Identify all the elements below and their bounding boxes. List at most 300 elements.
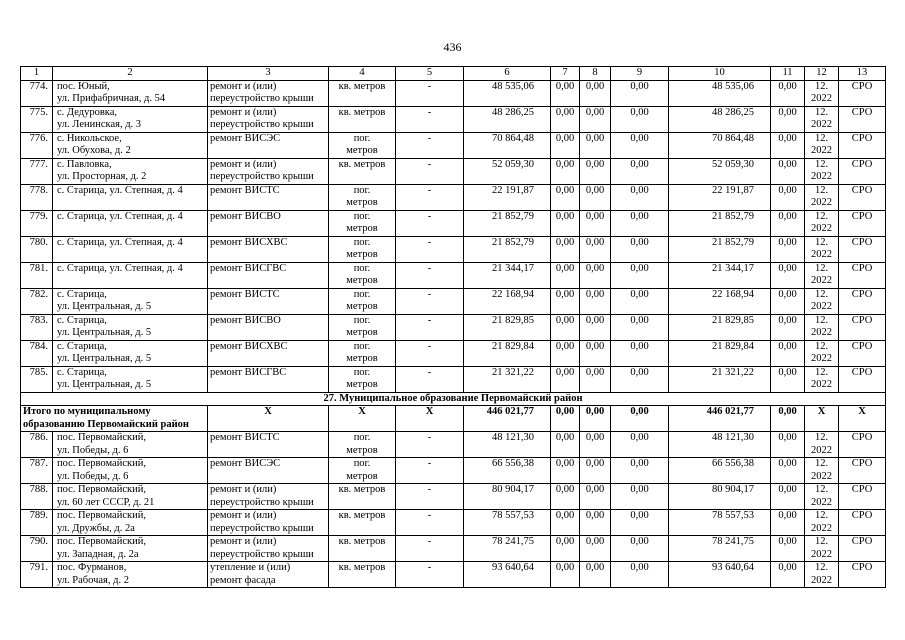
- address-cell: [53, 484, 208, 510]
- fund-regional-cell: [580, 432, 611, 458]
- work-type-line: ремонт ВИСЭС: [210, 458, 281, 469]
- cost-value: 70 864,48: [492, 132, 534, 144]
- fund-value: 0,00: [778, 510, 797, 521]
- work-type-cell: [208, 562, 329, 588]
- table-row: [21, 458, 886, 484]
- fund-local-cell: [611, 106, 669, 132]
- fund-value: 0,00: [630, 288, 649, 300]
- deadline-month: 12.: [814, 562, 829, 573]
- total-label-line: Итого по муниципальному: [23, 406, 151, 417]
- fund-other-cell: [771, 158, 805, 184]
- method-value: СРО: [851, 158, 873, 170]
- total-label-cell: [21, 406, 208, 432]
- table-row: [21, 314, 886, 340]
- address-line: с. Никольское,: [57, 132, 122, 144]
- method-cell: [839, 340, 886, 366]
- volume-cell: [396, 80, 464, 106]
- column-number-cell: [839, 67, 886, 81]
- cost-value: 48 286,25: [492, 106, 534, 118]
- unit-line: метров: [346, 145, 378, 156]
- deadline-cell: [805, 106, 839, 132]
- method-value: СРО: [851, 288, 873, 300]
- address-cell: [53, 458, 208, 484]
- column-number-cell: [611, 67, 669, 81]
- fund-regional-cell: [580, 210, 611, 236]
- address-line: ул. Центральная, д. 5: [57, 353, 152, 364]
- work-type-cell: [208, 432, 329, 458]
- work-type-line: переустройство крыши: [210, 548, 314, 560]
- unit-line: метров: [346, 301, 378, 312]
- cost-value: 21 852,79: [492, 236, 534, 248]
- fund-regional-cell: [580, 236, 611, 262]
- total-value: Х: [264, 406, 272, 417]
- cost-value: 48 121,30: [492, 432, 534, 443]
- deadline-year: 2022: [811, 574, 832, 586]
- address-cell: [53, 106, 208, 132]
- column-number-cell: [329, 67, 396, 81]
- fund-federal-cell: [551, 562, 580, 588]
- volume-value: -: [427, 106, 432, 118]
- row-number-cell: [21, 132, 53, 158]
- fund-federal-cell: [551, 132, 580, 158]
- fund-value: 0,00: [585, 288, 605, 300]
- address-cell: [53, 340, 208, 366]
- column-number-cell: [21, 67, 53, 81]
- fund-value: 0,00: [630, 366, 649, 378]
- fund-federal-cell: [551, 340, 580, 366]
- fund-local-cell: [611, 236, 669, 262]
- fund-local-cell: [611, 536, 669, 562]
- row-number: 787.: [29, 458, 48, 469]
- fund-owners-cell: [669, 158, 771, 184]
- column-number: 8: [592, 67, 598, 78]
- deadline-year: 2022: [811, 379, 832, 390]
- address-cell: [53, 562, 208, 588]
- fund-value: 21 852,79: [712, 236, 754, 248]
- unit-line: пог.: [353, 132, 371, 144]
- deadline-year: 2022: [811, 444, 832, 456]
- address-line: ул. 60 лет СССР, д. 21: [57, 496, 155, 508]
- fund-local-cell: [611, 158, 669, 184]
- fund-federal-cell: [551, 184, 580, 210]
- cost-cell: [464, 132, 551, 158]
- section-title-row: [21, 392, 886, 406]
- fund-regional-cell: [580, 314, 611, 340]
- unit-line: метров: [346, 379, 378, 390]
- deadline-year: 2022: [811, 171, 832, 182]
- work-type-line: ремонт ВИСТС: [210, 432, 280, 443]
- deadline-month: 12.: [814, 288, 829, 300]
- address-cell: [53, 432, 208, 458]
- fund-value: 0,00: [778, 484, 797, 495]
- volume-value: -: [427, 80, 432, 92]
- method-value: СРО: [851, 236, 873, 248]
- fund-regional-cell: [580, 484, 611, 510]
- fund-regional-cell: [580, 262, 611, 288]
- unit-cell: [329, 106, 396, 132]
- deadline-year: 2022: [811, 249, 832, 260]
- deadline-month: 12.: [814, 432, 829, 443]
- unit-line: метров: [346, 275, 378, 286]
- volume-value: -: [427, 288, 432, 300]
- row-number: 780.: [29, 236, 48, 248]
- work-type-line: ремонт и (или): [210, 536, 277, 547]
- column-number: 1: [33, 67, 40, 78]
- cost-cell: [464, 366, 551, 392]
- unit-line: пог.: [353, 184, 371, 196]
- deadline-cell: [805, 432, 839, 458]
- volume-value: -: [427, 484, 432, 495]
- work-type-line: переустройство крыши: [210, 119, 314, 130]
- unit-line: метров: [346, 444, 378, 456]
- fund-value: 21 829,84: [712, 340, 754, 352]
- total-cost-cell: [464, 406, 551, 432]
- row-number-cell: [21, 340, 53, 366]
- cost-value: 21 829,84: [492, 340, 534, 352]
- fund-value: 93 640,64: [712, 562, 754, 573]
- unit-line: кв. метров: [338, 562, 386, 573]
- row-number-cell: [21, 210, 53, 236]
- fund-local-cell: [611, 562, 669, 588]
- work-type-line: ремонт и (или): [210, 484, 277, 495]
- volume-cell: [396, 366, 464, 392]
- fund-owners-cell: [669, 340, 771, 366]
- fund-value: 0,00: [778, 536, 797, 547]
- table-row: [21, 158, 886, 184]
- column-number: 9: [636, 67, 643, 78]
- fund-value: 0,00: [585, 262, 605, 274]
- column-number: 11: [782, 67, 793, 78]
- total-cell: [611, 406, 669, 432]
- method-cell: [839, 510, 886, 536]
- fund-other-cell: [771, 484, 805, 510]
- unit-cell: [329, 536, 396, 562]
- total-cell: [805, 406, 839, 432]
- row-number-cell: [21, 184, 53, 210]
- unit-cell: [329, 80, 396, 106]
- column-number-cell: [53, 67, 208, 81]
- deadline-cell: [805, 80, 839, 106]
- fund-local-cell: [611, 458, 669, 484]
- unit-cell: [329, 340, 396, 366]
- fund-value: 0,00: [630, 536, 649, 547]
- address-cell: [53, 132, 208, 158]
- method-value: СРО: [851, 210, 873, 222]
- fund-owners-cell: [669, 106, 771, 132]
- cost-cell: [464, 536, 551, 562]
- fund-local-cell: [611, 510, 669, 536]
- fund-owners-cell: [669, 562, 771, 588]
- fund-value: 0,00: [630, 562, 649, 573]
- fund-local-cell: [611, 340, 669, 366]
- address-line: ул. Просторная, д. 2: [57, 171, 147, 182]
- deadline-cell: [805, 236, 839, 262]
- fund-other-cell: [771, 262, 805, 288]
- volume-value: -: [427, 158, 432, 170]
- address-cell: [53, 510, 208, 536]
- fund-federal-cell: [551, 210, 580, 236]
- cost-cell: [464, 210, 551, 236]
- deadline-cell: [805, 510, 839, 536]
- column-number-cell: [805, 67, 839, 81]
- work-type-cell: [208, 210, 329, 236]
- unit-line: кв. метров: [338, 510, 386, 521]
- work-type-line: ремонт ВИСВО: [210, 314, 281, 326]
- fund-owners-cell: [669, 288, 771, 314]
- unit-cell: [329, 132, 396, 158]
- column-number-cell: [208, 67, 329, 81]
- fund-federal-cell: [551, 80, 580, 106]
- section-title-cell: [21, 392, 886, 406]
- deadline-cell: [805, 158, 839, 184]
- volume-value: -: [427, 132, 432, 144]
- unit-cell: [329, 510, 396, 536]
- volume-value: -: [427, 458, 432, 469]
- column-number: 12: [816, 67, 827, 78]
- work-type-cell: [208, 314, 329, 340]
- table-row: [21, 340, 886, 366]
- method-value: СРО: [851, 432, 873, 443]
- row-number: 779.: [29, 210, 48, 222]
- row-number: 781.: [29, 262, 48, 274]
- row-number: 790.: [29, 536, 48, 547]
- fund-regional-cell: [580, 158, 611, 184]
- deadline-year: 2022: [811, 470, 832, 482]
- fund-value: 0,00: [778, 236, 797, 248]
- work-type-line: ремонт ВИСГВС: [210, 262, 287, 274]
- fund-owners-cell: [669, 236, 771, 262]
- work-type-cell: [208, 510, 329, 536]
- volume-cell: [396, 210, 464, 236]
- fund-local-cell: [611, 366, 669, 392]
- row-number-cell: [21, 366, 53, 392]
- method-value: СРО: [851, 80, 873, 92]
- total-value: 446 021,77: [486, 406, 534, 417]
- deadline-month: 12.: [814, 132, 829, 144]
- unit-cell: [329, 432, 396, 458]
- address-line: пос. Юный,: [57, 80, 110, 92]
- fund-regional-cell: [580, 340, 611, 366]
- address-line: ул. Центральная, д. 5: [57, 301, 152, 312]
- address-line: ул. Ленинская, д. 3: [57, 119, 142, 130]
- unit-cell: [329, 458, 396, 484]
- address-line: ул. Обухова, д. 2: [57, 145, 131, 156]
- method-cell: [839, 314, 886, 340]
- work-type-line: переустройство крыши: [210, 522, 314, 534]
- volume-value: -: [427, 184, 432, 196]
- work-type-line: ремонт ВИСТС: [210, 184, 280, 196]
- cost-value: 21 321,22: [492, 366, 534, 378]
- address-cell: [53, 314, 208, 340]
- volume-cell: [396, 262, 464, 288]
- fund-value: 0,00: [630, 210, 649, 222]
- work-type-line: ремонт и (или): [210, 158, 277, 170]
- row-number-cell: [21, 562, 53, 588]
- deadline-cell: [805, 484, 839, 510]
- fund-federal-cell: [551, 366, 580, 392]
- work-type-cell: [208, 262, 329, 288]
- table-row: [21, 236, 886, 262]
- fund-other-cell: [771, 432, 805, 458]
- deadline-cell: [805, 340, 839, 366]
- table-row: [21, 106, 886, 132]
- unit-line: кв. метров: [338, 80, 386, 92]
- fund-value: 0,00: [630, 262, 649, 274]
- fund-federal-cell: [551, 484, 580, 510]
- fund-value: 0,00: [630, 510, 649, 521]
- work-type-line: утепление и (или): [210, 562, 291, 573]
- column-number: 3: [265, 67, 271, 78]
- cost-value: 48 535,06: [492, 80, 534, 92]
- fund-value: 21 852,79: [712, 210, 754, 222]
- volume-value: -: [427, 236, 432, 248]
- row-number-cell: [21, 314, 53, 340]
- work-type-line: ремонт и (или): [210, 106, 277, 118]
- total-row: [21, 406, 886, 432]
- unit-cell: [329, 288, 396, 314]
- fund-local-cell: [611, 80, 669, 106]
- address-line: пос. Фурманов,: [57, 562, 127, 573]
- deadline-month: 12.: [814, 184, 829, 196]
- unit-line: пог.: [353, 314, 371, 326]
- unit-line: пог.: [353, 366, 371, 378]
- volume-value: -: [427, 366, 432, 378]
- volume-cell: [396, 340, 464, 366]
- deadline-cell: [805, 458, 839, 484]
- fund-other-cell: [771, 562, 805, 588]
- method-cell: [839, 366, 886, 392]
- address-line: с. Дедуровка,: [57, 106, 118, 118]
- table-row: [21, 262, 886, 288]
- unit-line: пог.: [353, 288, 371, 300]
- volume-cell: [396, 236, 464, 262]
- fund-value: 0,00: [555, 536, 575, 547]
- fund-value: 0,00: [585, 432, 605, 443]
- row-number: 785.: [29, 366, 48, 378]
- unit-line: пог.: [353, 262, 371, 274]
- deadline-year: 2022: [811, 119, 832, 130]
- fund-other-cell: [771, 458, 805, 484]
- fund-value: 78 557,53: [712, 510, 754, 521]
- address-cell: [53, 262, 208, 288]
- volume-value: -: [427, 510, 432, 521]
- row-number: 784.: [29, 340, 48, 352]
- fund-value: 0,00: [630, 132, 649, 144]
- row-number: 782.: [29, 288, 48, 300]
- fund-value: 0,00: [778, 288, 797, 300]
- method-value: СРО: [851, 562, 873, 573]
- cost-cell: [464, 458, 551, 484]
- fund-value: 0,00: [555, 236, 575, 248]
- fund-regional-cell: [580, 366, 611, 392]
- fund-other-cell: [771, 210, 805, 236]
- work-type-line: ремонт ВИСГВС: [210, 366, 287, 378]
- deadline-month: 12.: [814, 340, 829, 352]
- total-value: Х: [817, 406, 826, 417]
- cost-value: 80 904,17: [492, 484, 534, 495]
- fund-owners-cell: [669, 80, 771, 106]
- fund-federal-cell: [551, 262, 580, 288]
- row-number-cell: [21, 484, 53, 510]
- deadline-month: 12.: [814, 510, 829, 521]
- row-number: 774.: [29, 80, 48, 92]
- deadline-year: 2022: [811, 522, 832, 534]
- work-type-line: переустройство крыши: [210, 171, 314, 182]
- work-type-cell: [208, 536, 329, 562]
- cost-cell: [464, 432, 551, 458]
- work-type-line: ремонт ВИСХВС: [210, 236, 288, 248]
- unit-line: метров: [346, 470, 378, 482]
- fund-value: 0,00: [778, 80, 797, 92]
- fund-value: 48 535,06: [712, 80, 754, 92]
- cost-cell: [464, 484, 551, 510]
- volume-cell: [396, 510, 464, 536]
- fund-value: 0,00: [585, 510, 605, 521]
- address-line: с. Старица, ул. Степная, д. 4: [57, 262, 183, 274]
- unit-line: метров: [346, 249, 378, 260]
- table-row: [21, 210, 886, 236]
- deadline-year: 2022: [811, 197, 832, 208]
- fund-value: 0,00: [778, 314, 797, 326]
- fund-federal-cell: [551, 236, 580, 262]
- fund-value: 0,00: [555, 510, 575, 521]
- deadline-month: 12.: [814, 236, 829, 248]
- unit-line: пог.: [353, 432, 371, 443]
- address-line: с. Павловка,: [57, 158, 112, 170]
- fund-other-cell: [771, 236, 805, 262]
- deadline-year: 2022: [811, 275, 832, 286]
- volume-value: -: [427, 340, 432, 352]
- fund-value: 0,00: [585, 562, 605, 573]
- fund-value: 0,00: [778, 562, 797, 573]
- volume-cell: [396, 562, 464, 588]
- fund-value: 0,00: [778, 106, 797, 118]
- fund-value: 52 059,30: [712, 158, 754, 170]
- method-value: СРО: [851, 340, 873, 352]
- unit-line: кв. метров: [338, 158, 386, 170]
- address-line: ул. Центральная, д. 5: [57, 379, 152, 390]
- method-cell: [839, 106, 886, 132]
- fund-regional-cell: [580, 106, 611, 132]
- cost-value: 21 852,79: [492, 210, 534, 222]
- address-line: ул. Победы, д. 6: [57, 470, 129, 482]
- deadline-month: 12.: [814, 158, 829, 170]
- fund-value: 0,00: [630, 340, 649, 352]
- cost-value: 93 640,64: [492, 562, 534, 573]
- cost-value: 66 556,38: [492, 458, 534, 469]
- work-type-cell: [208, 288, 329, 314]
- fund-regional-cell: [580, 458, 611, 484]
- deadline-year: 2022: [811, 496, 832, 508]
- volume-value: -: [427, 210, 432, 222]
- deadline-cell: [805, 288, 839, 314]
- fund-value: 0,00: [555, 106, 575, 118]
- deadline-year: 2022: [811, 301, 832, 312]
- fund-local-cell: [611, 432, 669, 458]
- address-line: ул. Прифабричная, д. 54: [57, 93, 166, 104]
- volume-cell: [396, 184, 464, 210]
- method-cell: [839, 80, 886, 106]
- fund-value: 70 864,48: [712, 132, 754, 144]
- deadline-cell: [805, 366, 839, 392]
- method-cell: [839, 158, 886, 184]
- method-value: СРО: [851, 536, 873, 547]
- total-cell: [551, 406, 580, 432]
- method-value: СРО: [851, 314, 873, 326]
- method-cell: [839, 236, 886, 262]
- address-line: ул. Рабочая, д. 2: [57, 574, 129, 586]
- table-row: [21, 510, 886, 536]
